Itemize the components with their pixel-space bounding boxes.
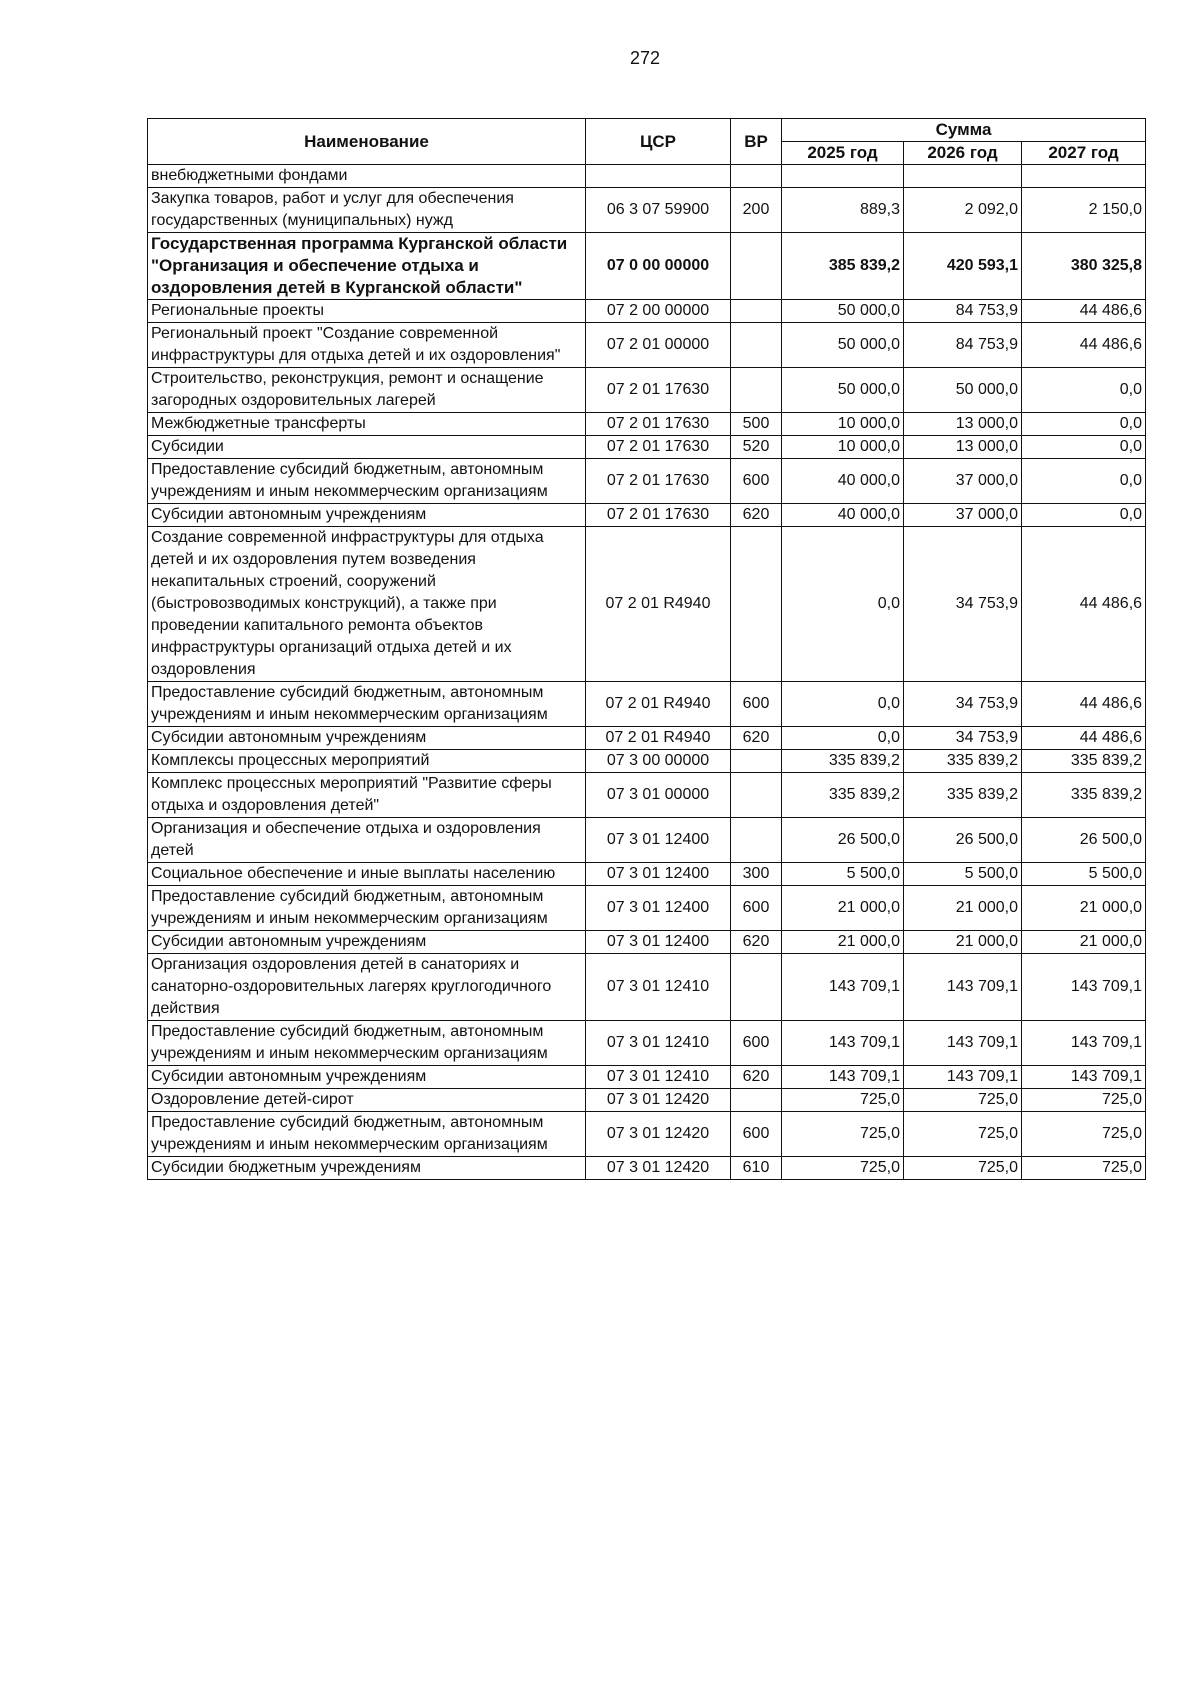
table-row: [148, 1066, 1146, 1089]
table-row: [148, 886, 1146, 931]
table-row: [148, 750, 1146, 773]
row-sum-2027: 0,0: [1022, 436, 1146, 459]
row-sum-2026: 335 839,2: [904, 750, 1022, 773]
row-csr: 06 3 07 59900: [586, 188, 731, 233]
row-name: Региональные проекты: [148, 300, 586, 323]
row-sum-2026: 335 839,2: [904, 773, 1022, 818]
row-sum-2025: 50 000,0: [782, 368, 904, 413]
row-sum-2025: 21 000,0: [782, 886, 904, 931]
table-row: [148, 682, 1146, 727]
row-sum-2026: 34 753,9: [904, 727, 1022, 750]
table-row: [148, 1112, 1146, 1157]
row-vr: 620: [731, 1066, 782, 1089]
row-sum-2027: 44 486,6: [1022, 300, 1146, 323]
row-vr: 620: [731, 931, 782, 954]
row-sum-2027: 21 000,0: [1022, 931, 1146, 954]
row-csr: 07 2 01 00000: [586, 323, 731, 368]
row-sum-2025: 385 839,2: [782, 233, 904, 300]
row-name: Создание современной инфраструктуры для отдыха детей и их оздоровления путем возведения некапитальных строений, сооружений (быстровозводимых конструкций), а также при проведении капитального ремонта объектов инфраструктуры организаций отдыха детей и их оздоровления: [148, 527, 586, 682]
row-name: Государственная программа Курганской области "Организация и обеспечение отдыха и оздоровления детей в Курганской области": [148, 233, 586, 300]
row-csr: 07 3 01 12420: [586, 1089, 731, 1112]
row-sum-2026: 37 000,0: [904, 459, 1022, 504]
row-name: Субсидии: [148, 436, 586, 459]
row-name: Закупка товаров, работ и услуг для обеспечения государственных (муниципальных) нужд: [148, 188, 586, 233]
row-csr: 07 3 01 12410: [586, 954, 731, 1021]
row-name: Предоставление субсидий бюджетным, автономным учреждениям и иным некоммерческим организациям: [148, 459, 586, 504]
header-2027: 2027 год: [1022, 142, 1146, 165]
row-sum-2026: 26 500,0: [904, 818, 1022, 863]
row-sum-2025: 40 000,0: [782, 459, 904, 504]
row-name: Межбюджетные трансферты: [148, 413, 586, 436]
table-row: [148, 863, 1146, 886]
row-sum-2025: 0,0: [782, 682, 904, 727]
row-sum-2027: 725,0: [1022, 1089, 1146, 1112]
table-row: [148, 413, 1146, 436]
row-sum-2026: 143 709,1: [904, 1021, 1022, 1066]
row-sum-2026: 420 593,1: [904, 233, 1022, 300]
row-sum-2026: 2 092,0: [904, 188, 1022, 233]
row-sum-2027: 0,0: [1022, 504, 1146, 527]
row-sum-2025: 335 839,2: [782, 750, 904, 773]
row-sum-2027: 44 486,6: [1022, 682, 1146, 727]
row-sum-2025: 10 000,0: [782, 413, 904, 436]
row-sum-2025: 335 839,2: [782, 773, 904, 818]
row-sum-2026: 34 753,9: [904, 682, 1022, 727]
row-sum-2027: 0,0: [1022, 368, 1146, 413]
row-csr: 07 3 01 12400: [586, 886, 731, 931]
row-name: Субсидии бюджетным учреждениям: [148, 1157, 586, 1180]
row-csr: 07 3 01 12400: [586, 931, 731, 954]
table-row: [148, 165, 1146, 188]
row-sum-2025: 50 000,0: [782, 300, 904, 323]
table-row: [148, 323, 1146, 368]
header-name: Наименование: [148, 119, 586, 165]
page-number: 272: [629, 48, 661, 68]
row-sum-2026: 34 753,9: [904, 527, 1022, 682]
row-sum-2026: 37 000,0: [904, 504, 1022, 527]
row-vr: 200: [731, 188, 782, 233]
row-sum-2026: 84 753,9: [904, 323, 1022, 368]
header-sum: Сумма: [782, 119, 1146, 142]
row-vr: [731, 300, 782, 323]
row-name: Оздоровление детей-сирот: [148, 1089, 586, 1112]
row-sum-2025: 5 500,0: [782, 863, 904, 886]
row-sum-2025: 143 709,1: [782, 1021, 904, 1066]
row-sum-2026: 725,0: [904, 1112, 1022, 1157]
header-csr: ЦСР: [586, 119, 731, 165]
row-sum-2027: 380 325,8: [1022, 233, 1146, 300]
table-row: [148, 1157, 1146, 1180]
row-vr: 600: [731, 1112, 782, 1157]
row-sum-2027: 44 486,6: [1022, 727, 1146, 750]
row-sum-2025: 26 500,0: [782, 818, 904, 863]
row-csr: [586, 165, 731, 188]
row-csr: 07 3 01 12420: [586, 1112, 731, 1157]
row-csr: 07 3 01 12400: [586, 818, 731, 863]
table-row: [148, 727, 1146, 750]
row-name: Организация оздоровления детей в санаториях и санаторно-оздоровительных лагерях круглогодичного действия: [148, 954, 586, 1021]
row-vr: 620: [731, 504, 782, 527]
table-row: [148, 527, 1146, 682]
row-sum-2027: [1022, 165, 1146, 188]
row-vr: [731, 233, 782, 300]
row-csr: 07 3 01 12420: [586, 1157, 731, 1180]
table-row: [148, 818, 1146, 863]
row-vr: [731, 1089, 782, 1112]
row-name: Комплексы процессных мероприятий: [148, 750, 586, 773]
row-sum-2025: 40 000,0: [782, 504, 904, 527]
row-name: Комплекс процессных мероприятий "Развитие сферы отдыха и оздоровления детей": [148, 773, 586, 818]
row-csr: 07 2 01 17630: [586, 459, 731, 504]
budget-table: [147, 118, 1146, 1180]
row-sum-2027: 44 486,6: [1022, 527, 1146, 682]
row-csr: 07 3 01 00000: [586, 773, 731, 818]
row-csr: 07 2 01 17630: [586, 368, 731, 413]
row-sum-2026: 13 000,0: [904, 436, 1022, 459]
row-vr: [731, 527, 782, 682]
row-csr: 07 2 01 17630: [586, 413, 731, 436]
row-sum-2025: 0,0: [782, 527, 904, 682]
row-csr: 07 2 01 17630: [586, 504, 731, 527]
row-csr: 07 3 00 00000: [586, 750, 731, 773]
header-2026: 2026 год: [904, 142, 1022, 165]
row-sum-2025: [782, 165, 904, 188]
row-vr: [731, 773, 782, 818]
row-vr: 600: [731, 682, 782, 727]
table-row: [148, 931, 1146, 954]
row-sum-2027: 143 709,1: [1022, 1066, 1146, 1089]
row-sum-2025: 725,0: [782, 1112, 904, 1157]
row-vr: 520: [731, 436, 782, 459]
table-row: [148, 368, 1146, 413]
table-row: [148, 233, 1146, 300]
row-sum-2025: 50 000,0: [782, 323, 904, 368]
table-row: [148, 1021, 1146, 1066]
row-sum-2025: 143 709,1: [782, 1066, 904, 1089]
row-vr: 600: [731, 1021, 782, 1066]
row-sum-2025: 889,3: [782, 188, 904, 233]
row-sum-2027: 0,0: [1022, 459, 1146, 504]
row-vr: [731, 818, 782, 863]
row-vr: 300: [731, 863, 782, 886]
table-row: [148, 773, 1146, 818]
row-vr: 500: [731, 413, 782, 436]
row-sum-2026: [904, 165, 1022, 188]
row-name: Субсидии автономным учреждениям: [148, 727, 586, 750]
row-sum-2025: 0,0: [782, 727, 904, 750]
row-sum-2027: 0,0: [1022, 413, 1146, 436]
row-sum-2026: 13 000,0: [904, 413, 1022, 436]
row-name: Предоставление субсидий бюджетным, автономным учреждениям и иным некоммерческим организациям: [148, 886, 586, 931]
row-vr: 600: [731, 886, 782, 931]
row-name: внебюджетными фондами: [148, 165, 586, 188]
row-name: Региональный проект "Создание современной инфраструктуры для отдыха детей и их оздоровления": [148, 323, 586, 368]
row-name: Строительство, реконструкция, ремонт и оснащение загородных оздоровительных лагерей: [148, 368, 586, 413]
row-sum-2025: 725,0: [782, 1157, 904, 1180]
header-2025: 2025 год: [782, 142, 904, 165]
row-sum-2027: 335 839,2: [1022, 750, 1146, 773]
row-sum-2025: 725,0: [782, 1089, 904, 1112]
row-sum-2025: 21 000,0: [782, 931, 904, 954]
row-sum-2027: 725,0: [1022, 1112, 1146, 1157]
row-sum-2027: 725,0: [1022, 1157, 1146, 1180]
row-name: Субсидии автономным учреждениям: [148, 931, 586, 954]
row-sum-2027: 44 486,6: [1022, 323, 1146, 368]
row-sum-2026: 725,0: [904, 1089, 1022, 1112]
table-row: [148, 188, 1146, 233]
row-sum-2027: 5 500,0: [1022, 863, 1146, 886]
row-name: Предоставление субсидий бюджетным, автономным учреждениям и иным некоммерческим организациям: [148, 682, 586, 727]
row-name: Предоставление субсидий бюджетным, автономным учреждениям и иным некоммерческим организациям: [148, 1112, 586, 1157]
row-vr: [731, 323, 782, 368]
row-sum-2027: 21 000,0: [1022, 886, 1146, 931]
row-csr: 07 0 00 00000: [586, 233, 731, 300]
row-csr: 07 2 00 00000: [586, 300, 731, 323]
row-name: Предоставление субсидий бюджетным, автономным учреждениям и иным некоммерческим организациям: [148, 1021, 586, 1066]
row-name: Организация и обеспечение отдыха и оздоровления детей: [148, 818, 586, 863]
row-sum-2025: 143 709,1: [782, 954, 904, 1021]
row-csr: 07 2 01 R4940: [586, 727, 731, 750]
row-sum-2027: 335 839,2: [1022, 773, 1146, 818]
row-sum-2026: 21 000,0: [904, 931, 1022, 954]
table-row: [148, 459, 1146, 504]
table-row: [148, 300, 1146, 323]
row-sum-2026: 50 000,0: [904, 368, 1022, 413]
row-name: Социальное обеспечение и иные выплаты населению: [148, 863, 586, 886]
row-csr: 07 2 01 R4940: [586, 682, 731, 727]
row-sum-2026: 5 500,0: [904, 863, 1022, 886]
table-body: [148, 165, 1146, 1180]
row-csr: 07 3 01 12410: [586, 1021, 731, 1066]
header-vr: ВР: [731, 119, 782, 165]
table-row: [148, 504, 1146, 527]
table-row: [148, 1089, 1146, 1112]
row-csr: 07 2 01 R4940: [586, 527, 731, 682]
row-name: Субсидии автономным учреждениям: [148, 1066, 586, 1089]
row-sum-2027: 2 150,0: [1022, 188, 1146, 233]
row-sum-2026: 143 709,1: [904, 954, 1022, 1021]
row-vr: 620: [731, 727, 782, 750]
table-header-row: [148, 119, 1146, 142]
row-vr: 610: [731, 1157, 782, 1180]
table-row: [148, 954, 1146, 1021]
row-vr: [731, 750, 782, 773]
row-vr: [731, 368, 782, 413]
row-sum-2027: 143 709,1: [1022, 1021, 1146, 1066]
row-csr: 07 3 01 12410: [586, 1066, 731, 1089]
row-sum-2027: 143 709,1: [1022, 954, 1146, 1021]
row-vr: 600: [731, 459, 782, 504]
row-csr: 07 3 01 12400: [586, 863, 731, 886]
row-sum-2026: 725,0: [904, 1157, 1022, 1180]
row-vr: [731, 165, 782, 188]
row-name: Субсидии автономным учреждениям: [148, 504, 586, 527]
row-csr: 07 2 01 17630: [586, 436, 731, 459]
row-vr: [731, 954, 782, 1021]
table-row: [148, 436, 1146, 459]
row-sum-2027: 26 500,0: [1022, 818, 1146, 863]
row-sum-2026: 143 709,1: [904, 1066, 1022, 1089]
row-sum-2026: 21 000,0: [904, 886, 1022, 931]
row-sum-2025: 10 000,0: [782, 436, 904, 459]
row-sum-2026: 84 753,9: [904, 300, 1022, 323]
